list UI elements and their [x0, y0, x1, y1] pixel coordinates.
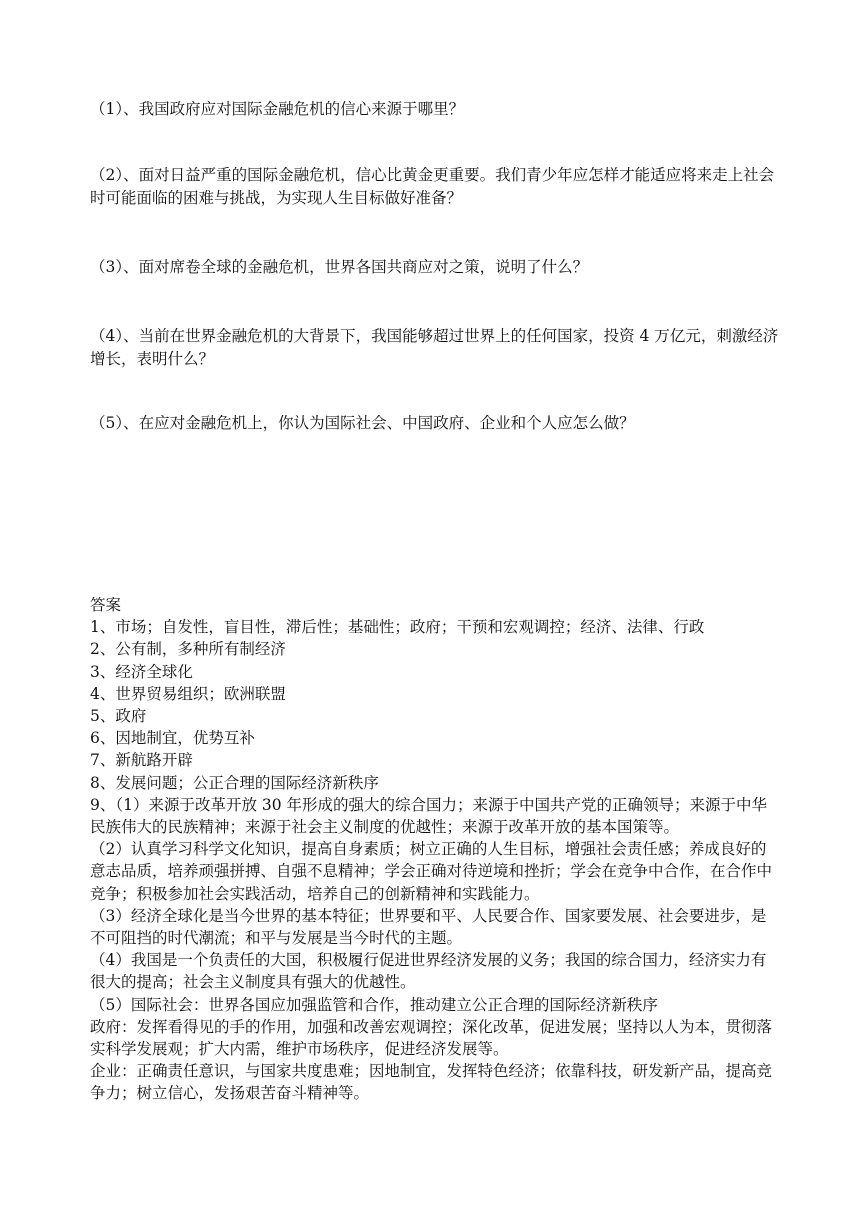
answer-line: （3）经济全球化是当今世界的基本特征；世界要和平、人民要合作、国家要发展、社会要进步，是不可阻挡的时代潮流；和平与发展是当今时代的主题。: [90, 906, 767, 948]
answer-section: [90, 594, 780, 1105]
question-3: （3）、面对席卷全球的金融危机，世界各国共商应对之策，说明了什么？: [90, 258, 589, 276]
question-4: （4）、当前在世界金融危机的大背景下，我国能够超过世界上的任何国家，投资 4 万亿元，刺激经济增长，表明什么？: [90, 327, 779, 368]
answer-line: 3、经济全球化: [90, 662, 193, 681]
answer-line: 8、发展问题；公正合理的国际经济新秩序: [90, 773, 379, 792]
answer-line: 政府：发挥看得见的手的作用，加强和改善宏观调控；深化改革，促进发展；坚持以人为本，贯彻落实科学发展观；扩大内需，维护市场秩序，促进经济发展等。: [90, 1017, 773, 1059]
answer-line: 5、政府: [90, 707, 147, 726]
answer-line: 7、新航路开辟: [90, 751, 193, 770]
question-2: （2）、面对日益严重的国际金融危机，信心比黄金更重要。我们青少年应怎样才能适应将来走上社会时可能面临的困难与挑战，为实现人生目标做好准备？: [90, 166, 775, 207]
answer-line: 6、因地制宜，优势互补: [90, 729, 255, 748]
answer-line: （2）认真学习科学文化知识，提高自身素质；树立正确的人生目标，增强社会责任感；养成良好的意志品质，培养顽强拼搏、自强不息精神；学会正确对待逆境和挫折；学会在竞争中合作，在合作中竞争；积极参加社会实践活动，培养自己的创新精神和实践能力。: [90, 840, 773, 903]
answer-heading: 答案: [90, 596, 122, 614]
answer-line: 企业：正确责任意识，与国家共度患难；因地制宜，发挥特色经济；依靠科技，研发新产品，提高竞争力；树立信心，发扬艰苦奋斗精神等。: [90, 1062, 773, 1103]
answer-line: 4、世界贸易组织；欧洲联盟: [90, 684, 286, 703]
answer-line: （5）国际社会：世界各国应加强监管和合作，推动建立公正合理的国际经济新秩序: [90, 995, 658, 1014]
answer-line: 1、市场；自发性，盲目性，滞后性；基础性；政府；干预和宏观调控；经济、法律、行政: [90, 618, 705, 637]
question-1: （1）、我国政府应对国际金融危机的信心来源于哪里？: [90, 100, 465, 118]
question-5: （5）、在应对金融危机上，你认为国际社会、中国政府、企业和个人应怎么做？: [90, 414, 635, 432]
answer-line: 2、公有制，多种所有制经济: [90, 640, 286, 659]
answer-line: 9、（1）来源于改革开放 30 年形成的强大的综合国力；来源于中国共产党的正确领导；来源于中华民族伟大的民族精神；来源于社会主义制度的优越性；来源于改革开放的基本国策等。: [90, 795, 768, 837]
answer-line: （4）我国是一个负责任的大国，积极履行促进世界经济发展的义务；我国的综合国力，经济实力有很大的提高；社会主义制度具有强大的优越性。: [90, 951, 767, 992]
